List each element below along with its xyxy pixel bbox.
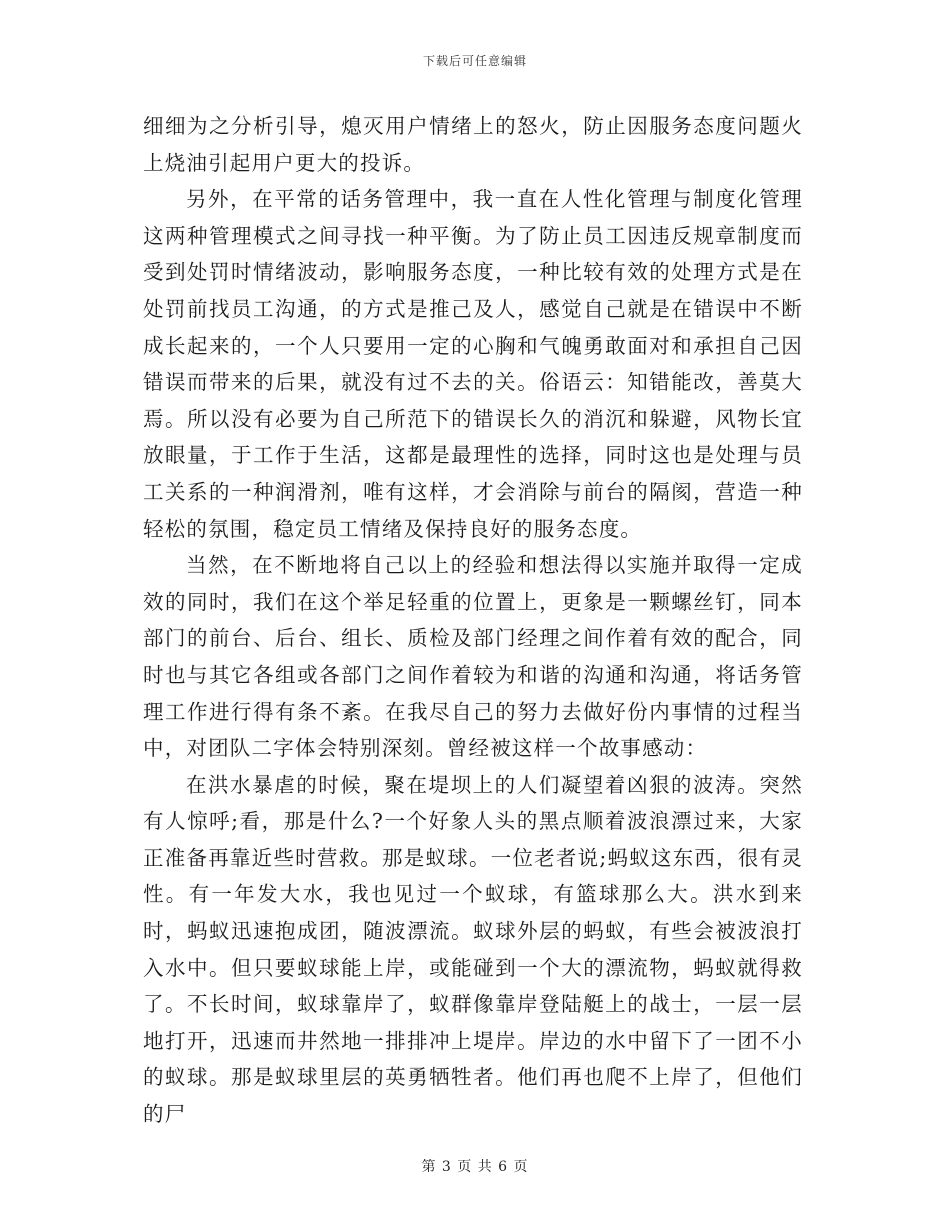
paragraph-continuation: 细细为之分析引导，熄灭用户情绪上的怒火，防止因服务态度问题火上烧油引起用户更大的投诉。 — [143, 114, 803, 175]
header-note: 下载后可任意编辑 — [422, 54, 527, 68]
paragraph-teamwork: 当然，在不断地将自己以上的经验和想法得以实施并取得一定成效的同时，我们在这个举足轻重的位置上，更象是一颗螺丝钉，同本部门的前台、后台、组长、质检及部门经理之间作着有效的配合，同时也与其它各组或各部门之间作着较为和谐的沟通和沟通，将话务管理工作进行得有条不紊。在我尽自己的努力去做好份内事情的过程当中，对团队二字体会特别深刻。曾经被这样一个故事感动： — [143, 553, 803, 761]
page-number: 第 3 页 共 6 页 — [421, 1159, 529, 1175]
body-text — [143, 108, 803, 1133]
paragraph-management-balance: 另外，在平常的话务管理中，我一直在人性化管理与制度化管理这两种管理模式之间寻找一种平衡。为了防止员工因违反规章制度而受到处罚时情绪波动，影响服务态度，一种比较有效的处理方式是在处罚前找员工沟通，的方式是推己及人，感觉自己就是在错误中不断成长起来的，一个人只要用一定的心胸和气魄勇敢面对和承担自己因错误而带来的后果，就没有过不去的关。俗语云：知错能改，善莫大焉。所以没有必要为自己所范下的错误长久的消沉和躲避，风物长宜放眼量，于工作于生活，这都是最理性的选择，同时这也是处理与员工关系的一种润滑剂，唯有这样，才会消除与前台的隔阂，营造一种轻松的氛围，稳定员工情绪及保持良好的服务态度。 — [143, 187, 803, 541]
paragraph-ant-story: 在洪水暴虐的时候，聚在堤坝上的人们凝望着凶狠的波涛。突然有人惊呼;看，那是什么?一个好象人头的黑点顺着波浪漂过来，大家正准备再靠近些时营救。那是蚁球。一位老者说;蚂蚁这东西，很有灵性。有一年发大水，我也见过一个蚁球，有篮球那么大。洪水到来时，蚂蚁迅速抱成团，随波漂流。蚁球外层的蚂蚁，有些会被波浪打入水中。但只要蚁球能上岸，或能碰到一个大的漂流物，蚂蚁就得救了。不长时间，蚁球靠岸了，蚁群像靠岸登陆艇上的战士，一层一层地打开，迅速而井然地一排排冲上堤岸。岸边的水中留下了一团不小的蚁球。那是蚁球里层的英勇牺牲者。他们再也爬不上岸了，但他们的尸 — [143, 772, 803, 1127]
